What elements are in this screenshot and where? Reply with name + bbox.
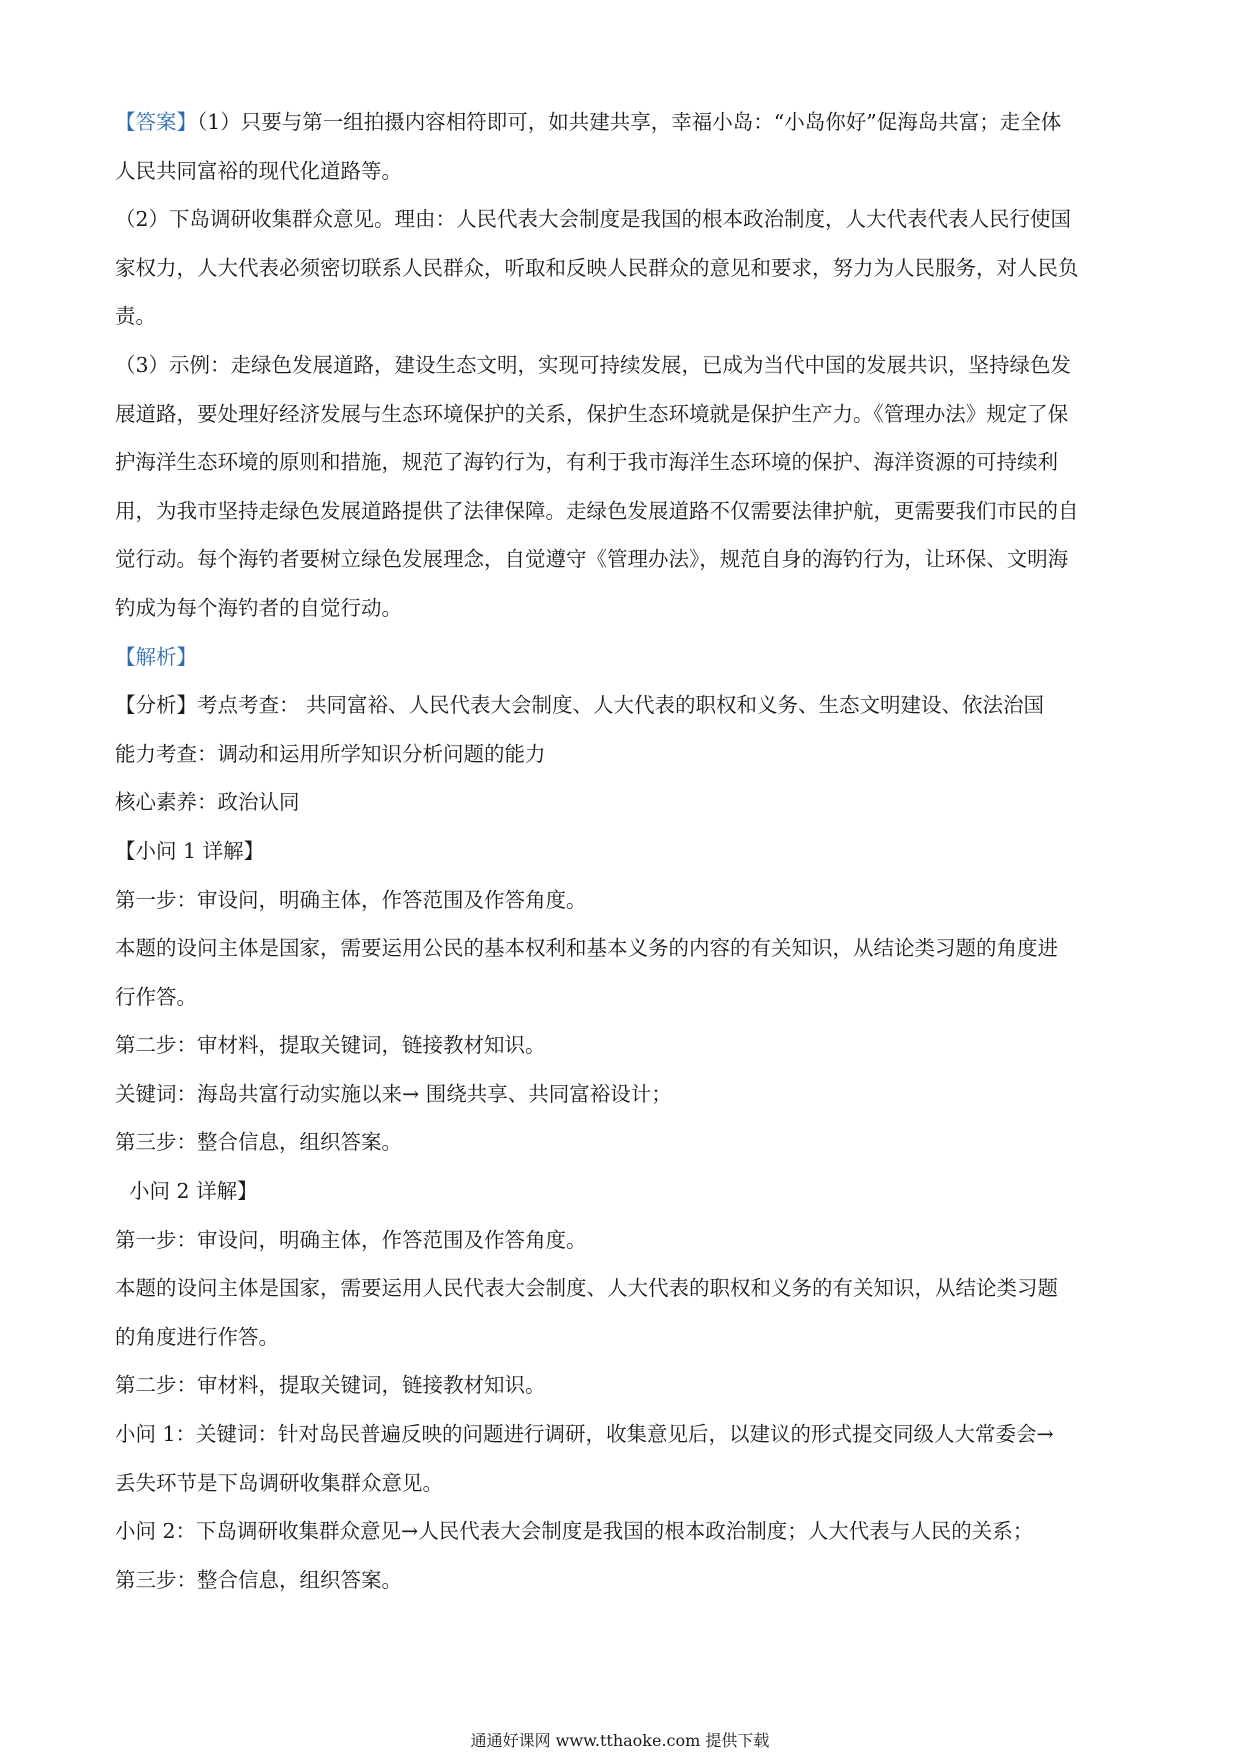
- answer-tag: 【答案】: [115, 110, 197, 134]
- detail1-step1-text-line2: 行作答。: [115, 984, 197, 1009]
- analysis-fenxi: 【分析】考点考查： 共同富裕、人民代表大会制度、人大代表的职权和义务、生态文明建设、依法治国: [115, 693, 1045, 718]
- answer-q1-line2: 人民共同富裕的现代化道路等。: [115, 158, 402, 183]
- answer-q2-line2: 家权力，人大代表必须密切联系人民群众，听取和反映人民群众的意见和要求，努力为人民服务，对人民负: [115, 255, 1079, 280]
- detail1-step2: 第二步：审材料，提取关键词，链接教材知识。: [115, 1033, 546, 1058]
- detail1-keywords: 关键词：海岛共富行动实施以来→ 围绕共享、共同富裕设计；: [115, 1081, 672, 1106]
- analysis-tag: 【解析】: [115, 644, 197, 669]
- footer-source: 通通好课网 www.tthaoke.com 提供下载: [470, 1731, 770, 1750]
- answer-q2-line3: 责。: [115, 304, 156, 329]
- analysis-ability: 能力考查：调动和运用所学知识分析问题的能力: [115, 741, 546, 766]
- detail2-sub1-line1: 小问 1：关键词：针对岛民普遍反映的问题进行调研，收集意见后，以建议的形式提交同级人大常委会→: [115, 1422, 1054, 1447]
- detail2-step1-text-line1: 本题的设问主体是国家，需要运用人民代表大会制度、人大代表的职权和义务的有关知识，从结论类习题: [115, 1276, 1058, 1301]
- answer-q3-line2: 展道路，要处理好经济发展与生态环境保护的关系，保护生态环境就是保护生产力。《管理办法》规定了保: [115, 401, 1069, 426]
- answer-q3-line4: 用，为我市坚持走绿色发展道路提供了法律保障。走绿色发展道路不仅需要法律护航，更需要我们市民的自: [115, 498, 1079, 523]
- detail2-step2: 第二步：审材料，提取关键词，链接教材知识。: [115, 1373, 546, 1398]
- detail2-sub1-line2: 丢失环节是下岛调研收集群众意见。: [115, 1470, 443, 1495]
- detail1-step1: 第一步：审设问，明确主体，作答范围及作答角度。: [115, 887, 587, 912]
- detail2-sub2: 小问 2：下岛调研收集群众意见→人民代表大会制度是我国的根本政治制度；人大代表与人民的关系；: [115, 1519, 1034, 1544]
- document-body: [115, 98, 1135, 1604]
- answer-q3-line1: （3）示例：走绿色发展道路，建设生态文明，实现可持续发展，已成为当代中国的发展共识，坚持绿色发: [115, 352, 1072, 377]
- detail2-step1: 第一步：审设问，明确主体，作答范围及作答角度。: [115, 1227, 587, 1252]
- detail1-step3: 第三步：整合信息，组织答案。: [115, 1130, 402, 1155]
- answer-q3-line3: 护海洋生态环境的原则和措施，规范了海钓行为，有利于我市海洋生态环境的保护、海洋资源的可持续利: [115, 450, 1058, 475]
- answer-q3-line6: 钓成为每个海钓者的自觉行动。: [115, 595, 402, 620]
- analysis-core: 核心素养：政治认同: [115, 790, 300, 815]
- detail1-heading: 【小问 1 详解】: [115, 838, 265, 863]
- detail1-step1-text-line1: 本题的设问主体是国家，需要运用公民的基本权利和基本义务的内容的有关知识，从结论类习题的角度进: [115, 936, 1058, 961]
- answer-q2-line1: （2）下岛调研收集群众意见。理由：人民代表大会制度是我国的根本政治制度，人大代表代表人民行使国: [115, 207, 1072, 232]
- detail2-step1-text-line2: 的角度进行作答。: [115, 1324, 279, 1349]
- detail2-step3: 第三步：整合信息，组织答案。: [115, 1567, 402, 1592]
- answer-q3-line5: 觉行动。每个海钓者要树立绿色发展理念，自觉遵守《管理办法》，规范自身的海钓行为，让环保、文明海: [115, 547, 1069, 572]
- answer-q1-line1: 【答案】（1）只要与第一组拍摄内容相符即可，如共建共享，幸福小岛：“小岛你好”促海岛共富；走全体: [115, 110, 1062, 134]
- detail2-heading: 小问 2 详解】: [129, 1179, 258, 1204]
